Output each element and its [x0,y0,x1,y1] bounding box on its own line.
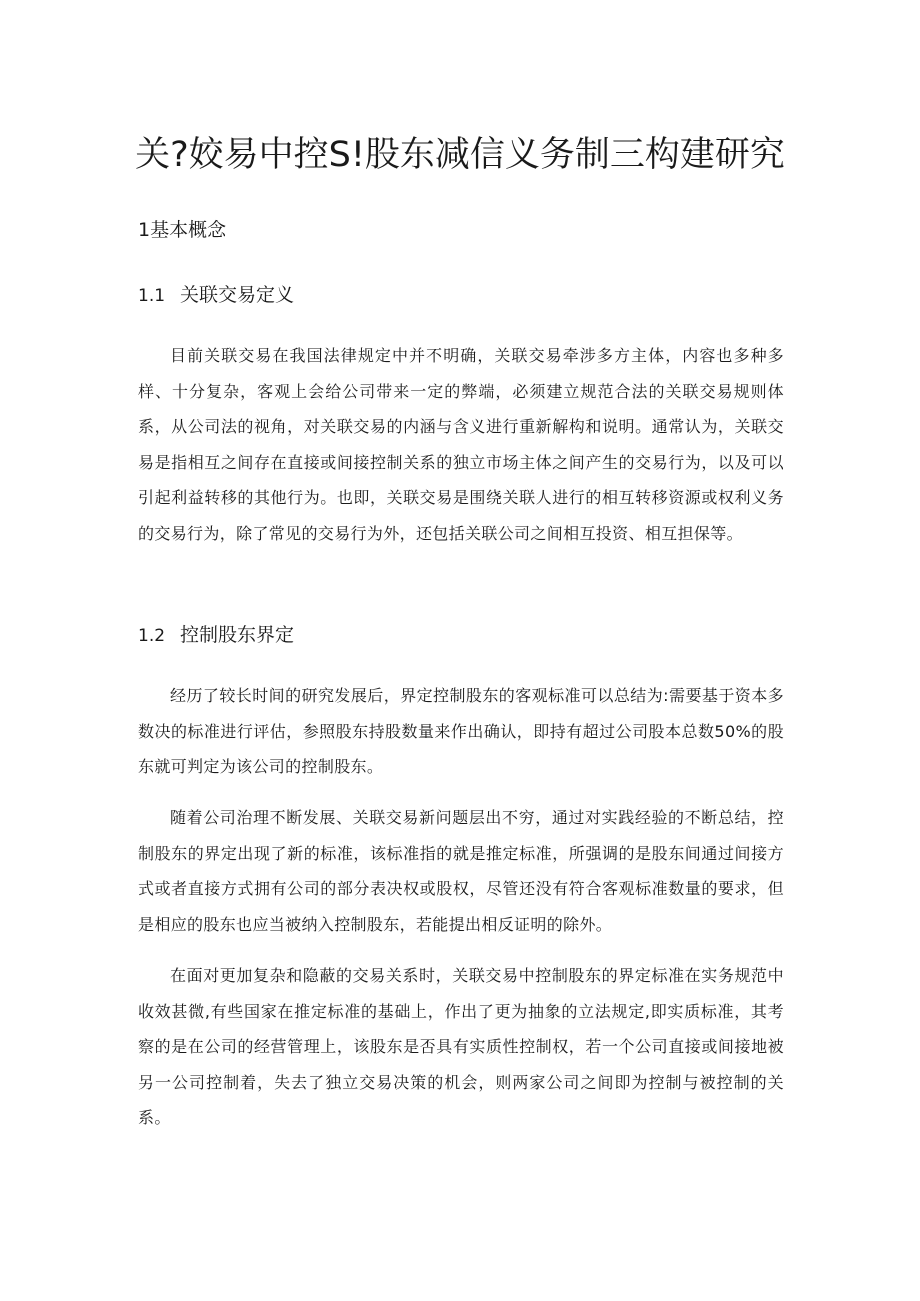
subsection-title: 关联交易定义 [180,284,295,306]
paragraph-related-party-transaction-definition: 目前关联交易在我国法律规定中并不明确，关联交易牵涉多方主体，内容也多种多样、十分复杂，客观上会给公司带来一定的弊端，必须建立规范合法的关联交易规则体系，从公司法的视角，对关联交易的内涵与含义进行重新解构和说明。通常认为，关联交易是指相互之间存在直接或间接控制关系的独立市场主体之间产生的交易行为，以及可以引起利益转移的其他行为。也即，关联交易是围绕关联人进行的相互转移资源或权利义务的交易行为，除了常见的交易行为外，还包括关联公司之间相互投资、相互担保等。 [138,346,784,543]
subsection-number: 1.2 [138,626,166,646]
paragraph-objective-standard: 经历了较长时间的研究发展后，界定控制股东的客观标准可以总结为:需要基于资本多数决的标准进行评估，参照股东持股数量来作出确认，即持有超过公司股本总数50%的股东就可判定为该公司的控制股东。 [138,686,784,776]
paragraph-presumption-standard: 随着公司治理不断发展、关联交易新问题层出不穷，通过对实践经验的不断总结，控制股东的界定出现了新的标准，该标准指的就是推定标准，所强调的是股东间通过间接方式或者直接方式拥有公司的部分表决权或股权，尽管还没有符合客观标准数量的要求，但是相应的股东也应当被纳入控制股东，若能提出相反证明的除外。 [138,808,784,934]
subsection-heading-related-party-transaction-definition [138,280,294,311]
subsection-number: 1.1 [138,286,166,306]
section-heading-basic-concepts: 1基本概念 [138,219,227,241]
paragraph-substantive-standard: 在面对更加复杂和隐蔽的交易关系时，关联交易中控制股东的界定标准在实务规范中收效甚微,有些国家在推定标准的基础上，作出了更为抽象的立法规定,即实质标准，其考察的是在公司的经营管理上，该股东是否具有实质性控制权，若一个公司直接或间接地被另一公司控制着，失去了独立交易决策的机会，则两家公司之间即为控制与被控制的关系。 [138,966,784,1127]
subsection-heading-controlling-shareholder-definition [138,620,294,651]
subsection-title: 控制股东界定 [180,624,295,646]
document-title: 关?姣易中控S!股东减信义务制三构建研究 [135,135,785,175]
